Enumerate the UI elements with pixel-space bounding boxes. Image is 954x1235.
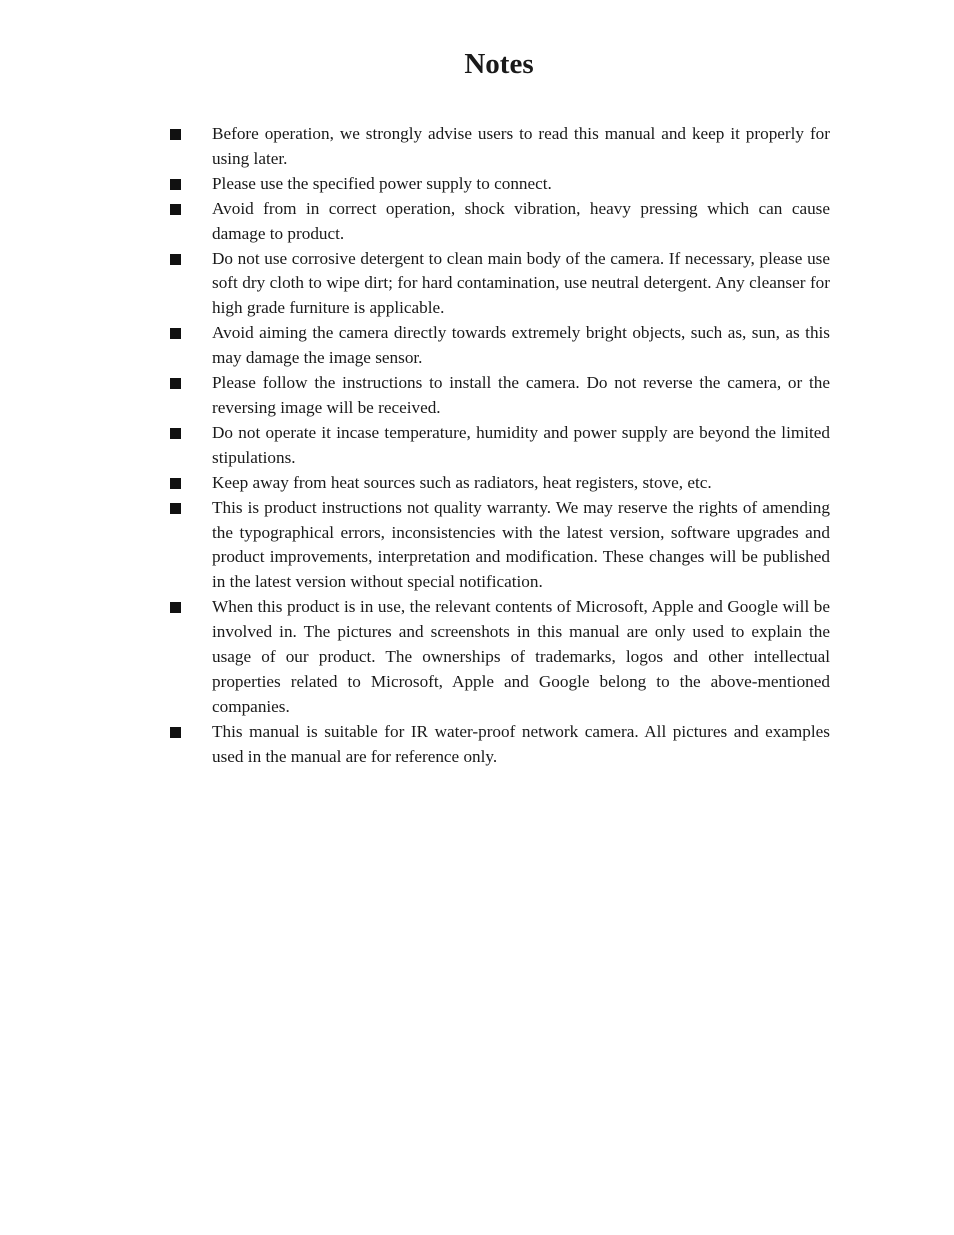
note-text: Do not use corrosive detergent to clean main body of the camera. If necessary, please use soft dry cloth to wipe dirt; for hard contamination, use neutral detergent. Any cleanser for high grade furniture is applicable. <box>212 248 830 318</box>
note-text: When this product is in use, the relevant contents of Microsoft, Apple and Google will be involved in. The pictures and screenshots in this manual are only used to explain the usage of our product. The ownerships of trademarks, logos and other intellectual properties related to Microsoft, Apple and Google belong to the above-mentioned companies. <box>212 597 830 716</box>
note-text: Keep away from heat sources such as radiators, heat registers, stove, etc. <box>212 472 712 492</box>
note-text: Before operation, we strongly advise users to read this manual and keep it properly for using later. <box>212 124 830 168</box>
note-item <box>168 371 830 421</box>
note-text: Do not operate it incase temperature, humidity and power supply are beyond the limited stipulations. <box>212 422 830 467</box>
square-bullet-icon <box>170 254 181 265</box>
note-text: Avoid from in correct operation, shock vibration, heavy pressing which can cause damage to product. <box>212 198 830 243</box>
square-bullet-icon <box>170 129 181 140</box>
note-item <box>168 172 830 197</box>
square-bullet-icon <box>170 179 181 190</box>
note-item <box>168 496 830 596</box>
square-bullet-icon <box>170 503 181 514</box>
square-bullet-icon <box>170 478 181 489</box>
note-item <box>168 122 830 172</box>
square-bullet-icon <box>170 428 181 439</box>
note-text: Please use the specified power supply to connect. <box>212 173 552 193</box>
notes-list <box>168 122 830 770</box>
note-text: This manual is suitable for IR water-proof network camera. All pictures and examples used in the manual are for reference only. <box>212 721 830 766</box>
square-bullet-icon <box>170 378 181 389</box>
square-bullet-icon <box>170 204 181 215</box>
note-item <box>168 321 830 371</box>
note-text: Avoid aiming the camera directly towards extremely bright objects, such as, sun, as this may damage the image sensor. <box>212 323 830 368</box>
note-item <box>168 720 830 770</box>
square-bullet-icon <box>170 602 181 613</box>
square-bullet-icon <box>170 727 181 738</box>
note-item <box>168 197 830 247</box>
square-bullet-icon <box>170 328 181 339</box>
page-title: Notes <box>464 48 534 80</box>
note-text: This is product instructions not quality warranty. We may reserve the rights of amending the typographical errors, inconsistencies with the latest version, software upgrades and product improvements, interpretation and modification. These changes will be published in the latest version without special notification. <box>212 497 830 592</box>
note-item <box>168 247 830 322</box>
note-item <box>168 471 830 496</box>
note-text: Please follow the instructions to install the camera. Do not reverse the camera, or the reversing image will be received. <box>212 373 830 417</box>
note-item <box>168 595 830 720</box>
note-item <box>168 421 830 471</box>
